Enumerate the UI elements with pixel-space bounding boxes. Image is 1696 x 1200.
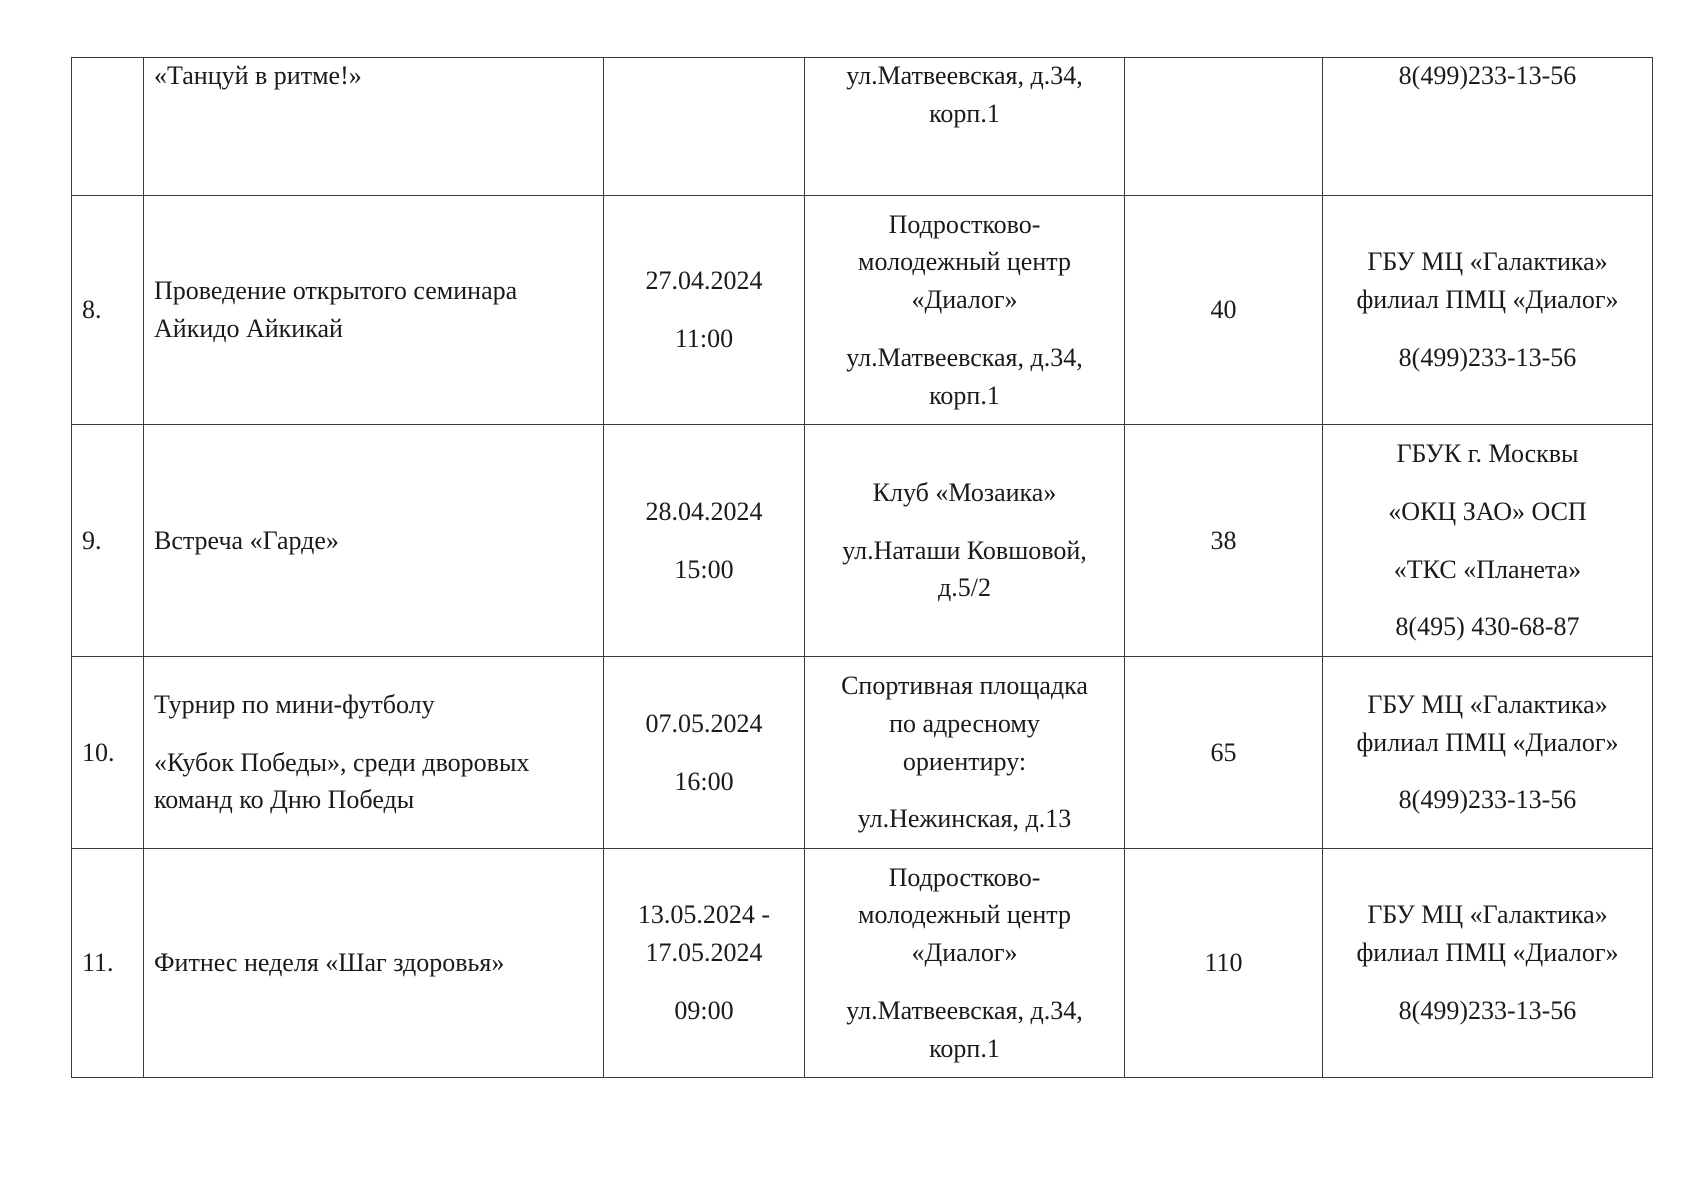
row-number: 10. <box>72 657 144 849</box>
event-place <box>805 58 1125 196</box>
date-line: 27.04.2024 <box>645 266 763 296</box>
event-name <box>144 425 604 657</box>
place-line: д.5/2 <box>938 573 991 603</box>
place-line: корп.1 <box>929 1033 1000 1063</box>
event-place <box>805 849 1125 1078</box>
event-date <box>604 657 805 849</box>
time-line: 09:00 <box>674 995 734 1025</box>
row-number <box>72 58 144 196</box>
event-name <box>144 196 604 425</box>
event-name-line: «Кубок Победы», среди дворовых <box>154 747 530 777</box>
event-name-line: «Танцуй в ритме!» <box>154 61 362 90</box>
organizer-line: филиал ПМЦ «Диалог» <box>1356 285 1619 315</box>
place-line: ул.Матвеевская, д.34, <box>846 61 1083 90</box>
event-name-line: Турнир по мини-футболу <box>154 689 435 719</box>
place-line: ул.Матвеевская, д.34, <box>846 995 1083 1025</box>
time-line: 11:00 <box>674 324 734 353</box>
participant-count: 40 <box>1125 196 1323 425</box>
table-row <box>72 58 1653 196</box>
place-line: ориентиру: <box>902 746 1027 776</box>
event-name-line: Встреча «Гарде» <box>154 525 339 555</box>
organizer-line: ГБУ МЦ «Галактика» <box>1367 247 1608 277</box>
table-row <box>72 849 1653 1078</box>
place-line: корп.1 <box>929 380 1000 410</box>
place-line: «Диалог» <box>911 938 1018 968</box>
events-table <box>71 57 1653 1078</box>
event-name-line: Проведение открытого семинара <box>154 276 518 306</box>
table-row <box>72 657 1653 849</box>
date-line: 28.04.2024 <box>645 496 763 526</box>
organizer-line: филиал ПМЦ «Диалог» <box>1356 727 1619 757</box>
row-number: 9. <box>72 425 144 657</box>
organizer-line: филиал ПМЦ «Диалог» <box>1356 938 1619 968</box>
event-date <box>604 58 805 196</box>
time-line: 15:00 <box>674 554 734 584</box>
place-line: Подростково- <box>888 862 1041 892</box>
event-place <box>805 196 1125 425</box>
event-date <box>604 849 805 1078</box>
participant-count: 65 <box>1125 657 1323 849</box>
organizer-line: ГБУ МЦ «Галактика» <box>1367 689 1608 719</box>
event-date <box>604 425 805 657</box>
participant-count: 110 <box>1125 849 1323 1078</box>
table-row <box>72 425 1653 657</box>
organizer-line: 8(495) 430-68-87 <box>1395 612 1580 642</box>
place-line: «Диалог» <box>911 285 1018 315</box>
organizer-line: 8(499)233-13-56 <box>1398 995 1577 1025</box>
place-line: Подростково- <box>888 209 1041 239</box>
event-name-line: команд ко Дню Победы <box>154 785 415 815</box>
table-row <box>72 196 1653 425</box>
organizer-line: 8(499)233-13-56 <box>1398 342 1577 372</box>
place-line: ул.Нежинская, д.13 <box>857 804 1072 834</box>
row-number: 11. <box>72 849 144 1078</box>
organizer-line: ГБУК г. Москвы <box>1396 439 1579 469</box>
place-line: корп.1 <box>929 98 1000 128</box>
date-line: 07.05.2024 <box>645 708 763 738</box>
organizer <box>1323 849 1653 1078</box>
organizer-line: 8(499)233-13-56 <box>1398 61 1577 90</box>
organizer <box>1323 425 1653 657</box>
place-line: молодежный центр <box>858 247 1071 277</box>
organizer-line: «ОКЦ ЗАО» ОСП <box>1388 496 1587 526</box>
place-line: ул.Матвеевская, д.34, <box>846 342 1083 372</box>
participant-count <box>1125 58 1323 196</box>
event-date <box>604 196 805 425</box>
place-line: по адресному <box>889 708 1040 738</box>
event-name <box>144 58 604 196</box>
event-name-line: Фитнес неделя «Шаг здоровья» <box>154 948 505 978</box>
organizer-line: ГБУ МЦ «Галактика» <box>1367 900 1608 930</box>
organizer <box>1323 58 1653 196</box>
organizer-line: 8(499)233-13-56 <box>1398 785 1577 815</box>
date-line: 13.05.2024 - <box>637 900 771 930</box>
participant-count: 38 <box>1125 425 1323 657</box>
place-line: Клуб «Мозаика» <box>872 477 1057 507</box>
organizer-line: «ТКС «Планета» <box>1393 554 1582 584</box>
event-name <box>144 657 604 849</box>
row-number: 8. <box>72 196 144 425</box>
place-line: Спортивная площадка <box>841 671 1088 701</box>
event-name-line: Айкидо Айкикай <box>154 314 343 343</box>
event-place <box>805 657 1125 849</box>
place-line: ул.Наташи Ковшовой, <box>842 535 1087 565</box>
time-line: 16:00 <box>674 766 734 796</box>
event-name <box>144 849 604 1078</box>
event-place <box>805 425 1125 657</box>
organizer <box>1323 657 1653 849</box>
organizer <box>1323 196 1653 425</box>
place-line: молодежный центр <box>858 900 1071 930</box>
date-line: 17.05.2024 <box>645 938 763 968</box>
